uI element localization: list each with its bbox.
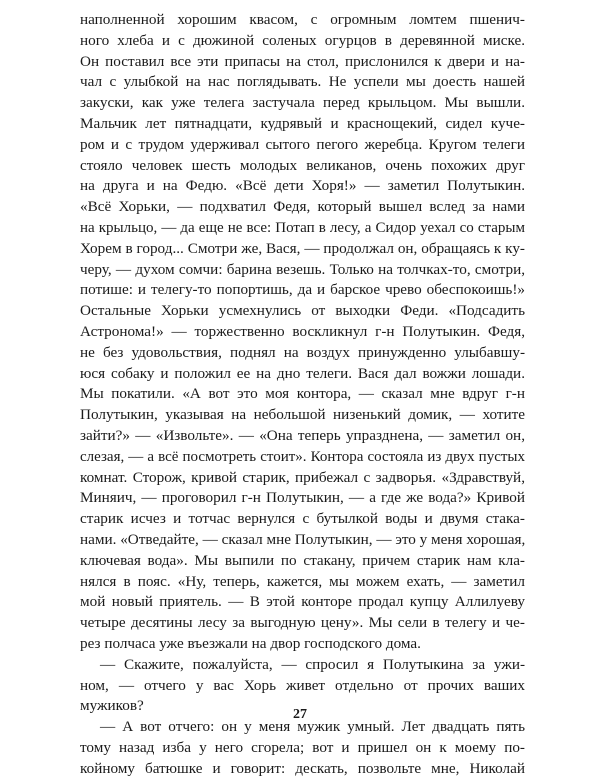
text-line: черу, — духом сомчи: барина везешь. Только на толчках-то, смотри, [80,260,525,278]
text-line: юся собаку и положил ее на дно телеги. Вася дал вожжи лошади. [80,364,525,382]
text-line: на друга и на Федю. «Всё дети Хоря!» — заметил Полутыкин. [80,177,525,195]
text-line: — Скажите, пожалуйста, — спросил я Полутыкина за ужи- [100,655,525,673]
text-line: ром и с трудом удерживал сытого пегого жеребца. Кругом телеги [80,135,525,153]
text-line: комнат. Сторож, кривой старик, прибежал с задворья. «Здравствуй, [80,468,525,486]
text-line: закуски, как уже телега застучала перед крыльцом. Мы вышли. [80,94,525,112]
text-line: Остальные Хорьки усмехнулись от выходки Феди. «Подсадить [80,302,525,320]
page-number: 27 [293,707,307,722]
text-line: слезая, — а всё посмотреть стоит». Контора состояла из двух пустых [80,448,525,465]
text-line: четыре десятины лесу за выгодную цену». Мы сели в телегу и че- [80,614,525,632]
text-line: не без удовольствия, поднял на воздух принужденно улыбавшу- [80,343,525,361]
page-text [80,10,525,779]
text-line: стояло человек шесть молодых великанов, очень похожих друг [80,156,525,174]
text-line: — А вот отчего: он у меня мужик умный. Лет двадцать пять [100,718,525,736]
text-line: ного хлеба и с дюжиной соленых огурцов в деревянной миске. [80,31,525,49]
text-line: ном, — отчего у вас Хорь живет отдельно от прочих ваших [80,676,525,694]
text-line: чал с улыбкой на нас поглядывать. Не успели мы доесть нашей [80,73,525,91]
text-line: Астронома!» — торжественно воскликнул г-н Полутыкин. Федя, [80,322,525,340]
text-line: Полутыкин, указывая на небольшой низенький домик, — хотите [80,406,525,424]
text-line: потише: и телегу-то попортишь, да и барское чрево обеспокоишь!» [80,281,525,299]
text-line: Он поставил все эти припасы на стол, прислонился к двери и на- [80,52,525,70]
text-line: Мальчик лет пятнадцати, кудрявый и краснощекий, сидел куче- [80,114,525,132]
text-line: Мы покатили. «А вот это моя контора, — сказал мне вдруг г-н [80,385,525,403]
text-line: нами. «Отведайте, — сказал мне Полутыкин, — это у меня хорошая, [80,530,526,548]
text-line: Хорем в город... Смотри же, Вася, — продолжал он, обращаясь к ку- [80,239,525,257]
text-line: мужиков? [80,697,144,715]
text-line: тому назад изба у него сгорела; вот и пришел он к моему по- [80,738,525,756]
text-line: рез полчаса уже въезжали на двор господского дома. [80,634,421,652]
text-line: наполненной хорошим квасом, с огромным ломтем пшенич- [80,11,525,28]
text-line: нялся в пояс. «Ну, теперь, кажется, мы можем ехать, — заметил [80,572,525,590]
text-line: койному батюшке и говорит: дескать, позвольте мне, Николай [80,759,525,777]
text-line: Миняич, — проговорил г-н Полутыкин, — а где же вода?» Кривой [80,489,525,507]
text-line: на крыльцо, — да еще не все: Потап в лесу, а Сидор уехал со старым [80,219,525,236]
text-line: зайти?» — «Извольте». — «Она теперь упразднена, — заметил он, [80,426,525,444]
text-line: мой новый приятель. — В этой конторе продал купцу Аллилуеву [80,593,525,611]
text-line: ключевая вода». Мы выпили по стакану, причем старик нам кла- [80,551,525,569]
text-line: «Всё Хорьки, — подхватил Федя, который вышел вслед за нами [80,198,525,216]
text-line: старик исчез и тотчас вернулся с бутылкой воды и двумя стака- [80,510,525,528]
